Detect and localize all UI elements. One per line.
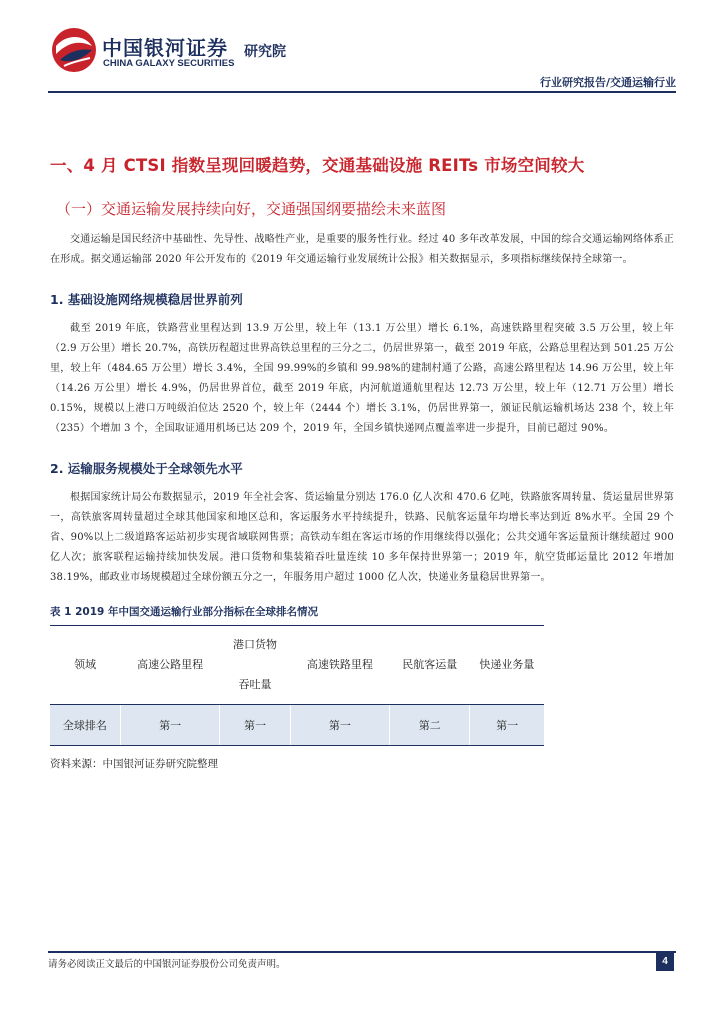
company-logo (50, 26, 290, 74)
footer-disclaimer: 请务必阅读正文最后的中国银河证券股份公司免责声明。 (48, 959, 286, 970)
table-cell: 第一 (120, 705, 220, 746)
table-header-row (50, 626, 544, 705)
table-cell: 第二 (390, 705, 470, 746)
table-header-cell: 民航客运量 (390, 626, 470, 705)
footer-divider (48, 951, 676, 953)
page-number: 4 (656, 953, 674, 971)
logo-institute: 研究院 (244, 44, 286, 60)
table-cell: 第一 (220, 705, 290, 746)
ranking-table (50, 625, 544, 746)
logo-chinese-name: 中国银河证券 (102, 36, 228, 60)
intro-paragraph: 交通运输是国民经济中基础性、先导性、战略性产业，是重要的服务性行业。经过 40 多年改革发展，中国的综合交通运输网络体系正在形成。据交通运输部 2020 年公开发布的《2019 年交通运输行业发展统计公报》相关数据显示，多项指标继续保持全球第一。 (50, 234, 674, 265)
point1-paragraph: 截至 2019 年底，铁路营业里程达到 13.9 万公里，较上年（13.1 万公里）增长 6.1%，高速铁路里程突破 3.5 万公里，较上年（2.9 万公里）增长 20.7%，高铁历程超过世界高铁总里程的三分之二，仍居世界第一，截至 2019 年底，公路总里程达到 501.25 万公里，较上年（484.65 万公里）增长 3.4%，全国 99.99%的乡镇和 99.98%的建制村通了公路，高速公路里程达 14.96 万公里，较上年（14.26 万公里）增长 4.9%，仍居世界首位，截至 2019 年底，内河航道通航里程达 12.73 万公里，较上年（12.71 万公里）增长 0.15%，规模以上港口万吨级泊位达 2520 个，较上年（2444 个）增长 3.1%，仍居世界第一，颁证民航运输机场达 238 个，较上年（235）个增加 3 个，全国取证通用机场已达 209 个，2019 年，全国乡镇快递网点覆盖率进一步提升，目前已超过 90%。 (50, 323, 674, 434)
header-port-line1: 港口货物 (233, 638, 277, 651)
table-header-cell: 高速公路里程 (120, 626, 220, 705)
page-header (0, 0, 724, 92)
table-caption: 表 1 2019 年中国交通运输行业部分指标在全球排名情况 (50, 606, 318, 618)
table-header-cell: 领域 (50, 626, 120, 705)
main-content (50, 152, 674, 771)
table-header-cell: 高速铁路里程 (290, 626, 390, 705)
logo-english-name: CHINA GALAXY SECURITIES (103, 58, 235, 69)
table-cell: 第一 (290, 705, 390, 746)
table-header-cell: 快递业务量 (470, 626, 544, 705)
report-category: 行业研究报告/交通运输行业 (539, 76, 676, 89)
table-cell: 第一 (470, 705, 544, 746)
point1-heading: 1. 基础设施网络规模稳居世界前列 (50, 292, 243, 307)
table-cell: 全球排名 (50, 705, 120, 746)
section-title: 一、4 月 CTSI 指数呈现回暖趋势，交通基础设施 REITs 市场空间较大 (50, 156, 585, 175)
subsection-title: （一）交通运输发展持续向好，交通强国纲要描绘未来蓝图 (56, 200, 447, 218)
galaxy-logo-icon (50, 26, 98, 74)
table-source: 资料来源：中国银河证券研究院整理 (50, 758, 218, 770)
header-port-line2: 吞吐量 (238, 678, 272, 691)
header-divider (48, 91, 676, 93)
point2-heading: 2. 运输服务规模处于全球领先水平 (50, 461, 243, 476)
point2-paragraph: 根据国家统计局公布数据显示，2019 年全社会客、货运输量分别达 176.0 亿人次和 470.6 亿吨，铁路旅客周转量、货运量居世界第一，高铁旅客周转量超过全球其他国家和地区总和，客运服务水平持续提升，铁路、民航客运量年均增长率达到近 8%水平。全国 29 个省、90%以上二级道路客运站初步实现省域联网售票；高铁动车组在客运市场的作用继续得以强化；公共交通年客运量预计继续超过 900 亿人次；旅客联程运输持续加快发展。港口货物和集装箱吞吐量连续 10 多年保持世界第一；2019 年，航空货邮运量比 2012 年增加 38.19%，邮政业市场规模超过全球份额五分之一，年服务用户超过 1000 亿人次，快递业务量稳居世界第一。 (50, 492, 674, 583)
table-header-cell (220, 626, 290, 705)
table-row (50, 705, 544, 746)
